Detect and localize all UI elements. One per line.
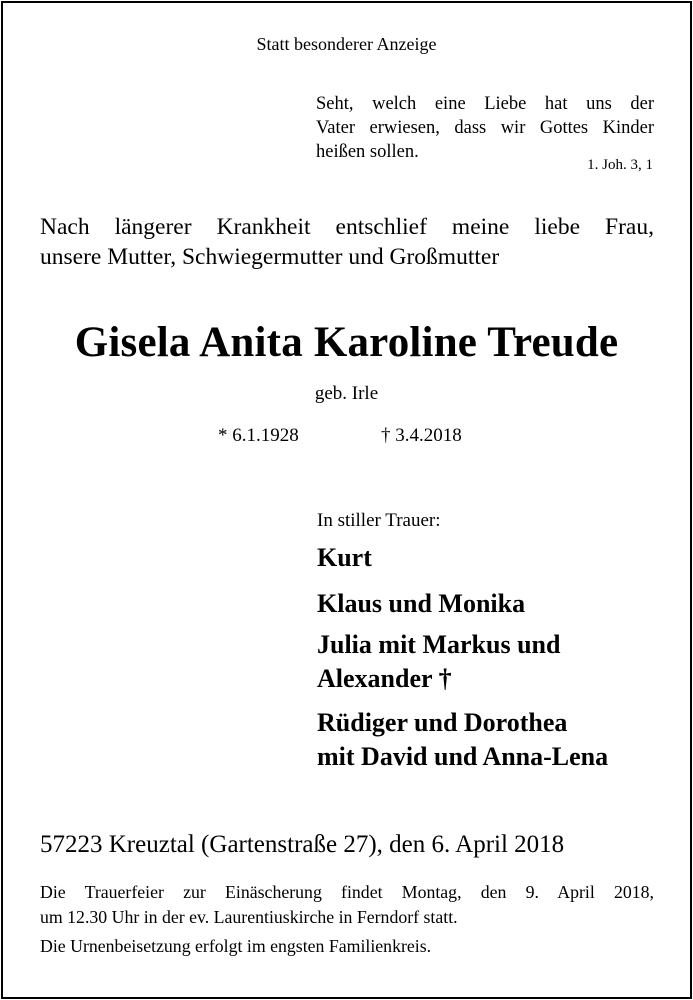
header-note: Statt besonderer Anzeige <box>256 34 437 54</box>
bible-quote <box>316 92 654 164</box>
mourner-line: mit David und Anna-Lena <box>317 742 609 771</box>
mourner-group <box>317 587 677 621</box>
quote-reference: 1. Joh. 3, 1 <box>587 157 653 173</box>
mourner-group <box>317 628 677 696</box>
mourner-line: Alexander † <box>317 664 452 693</box>
quote-line: Seht, welch eine Liebe hat uns der <box>316 94 654 114</box>
notice-line: um 12.30 Uhr in der ev. Laurentiuskirche in Ferndorf statt. <box>40 907 458 927</box>
mourner-line: Julia mit Markus und <box>317 630 561 659</box>
birth-name: geb. Irle <box>314 383 379 404</box>
mourners-heading: In stiller Trauer: <box>317 510 441 531</box>
funeral-notice <box>40 880 654 930</box>
place-date: 57223 Kreuztal (Gartenstraße 27), den 6. April 2018 <box>40 831 565 858</box>
mourner-line: Kurt <box>317 543 372 572</box>
mourner-group <box>317 706 677 774</box>
intro-line: Nach längerer Krankheit entschlief meine liebe Frau, <box>40 214 654 240</box>
mourner-line: Rüdiger und Dorothea <box>317 708 568 737</box>
notice-line: Die Trauerfeier zur Einäscherung findet Montag, den 9. April 2018, <box>40 882 654 902</box>
birth-date: * 6.1.1928 <box>218 425 299 446</box>
intro-text <box>40 212 654 272</box>
quote-line: Vater erwiesen, dass wir Gottes Kinder <box>316 118 654 138</box>
intro-line: unsere Mutter, Schwiegermutter und Großmutter <box>40 244 500 270</box>
quote-line: heißen sollen. <box>316 142 419 162</box>
deceased-name: Gisela Anita Karoline Treude <box>74 319 619 366</box>
mourner-line: Klaus und Monika <box>317 589 526 618</box>
death-date: † 3.4.2018 <box>381 425 462 446</box>
mourner-group <box>317 541 677 575</box>
urn-notice: Die Urnenbeisetzung erfolgt im engsten Familienkreis. <box>40 936 432 956</box>
